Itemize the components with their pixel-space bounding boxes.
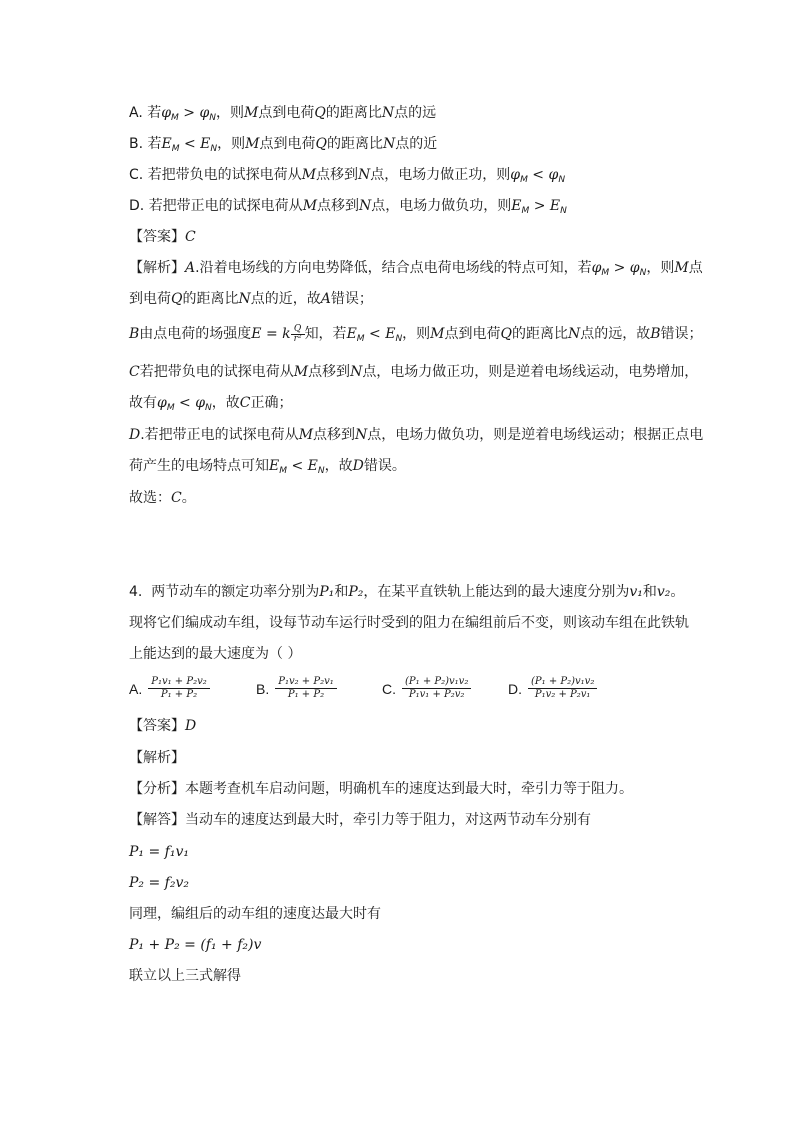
analysis-line-1: 【解析】A.沿着电场线的方向电势降低，结合点电荷电场线的特点可知，若$\varphi_M > \varphi_N$，则M点 xyxy=(129,260,703,278)
q4-option-b-fraction: $\frac{\text{P₁v₂ + P₂v₁}}{\text{P₁ + P₂}}$ xyxy=(275,676,337,701)
q4-equation-3: P₁ + P₂ = (f₁ + f₂)v xyxy=(129,937,262,953)
option-c-line: C. 若把带负电的试探电荷从M点移到N点，电场力做正功，则$\varphi_M < \varphi_N$ xyxy=(129,167,566,185)
q4-same-line: 同理，编组后的动车组的速度达最大时有 xyxy=(129,906,381,922)
analysis-line-7: 荷产生的电场特点可知$E_M < E_N$，故D错误。 xyxy=(129,458,406,476)
q4-equation-1: P₁ = f₁v₁ xyxy=(129,844,189,860)
q4-stem-line-3: 上能达到的最大速度为（ ） xyxy=(129,646,302,662)
q4-number: 4. xyxy=(129,584,143,600)
option-d-line: D. 若把带正电的试探电荷从M点移到N点，电场力做负功，则$E_M > E_N$ xyxy=(129,198,567,216)
analysis-line-5: 故有$\varphi_M < \varphi_N$，故C正确； xyxy=(129,395,293,413)
choose-line: 故选：C。 xyxy=(129,490,196,506)
q4-answer-value: D xyxy=(185,718,197,734)
option-a-line: A. 若$\varphi_M > \varphi_N$，则M点到电荷Q的距离比N点的远 xyxy=(129,105,437,123)
q4-option-b[interactable]: B. $\frac{\text{P₁v₂ + P₂v₁}}{\text{P₁ + P₂}}$ xyxy=(256,676,337,701)
answer-value: C xyxy=(185,229,196,245)
analysis-line-4: C若把带负电的试探电荷从M点移到N点，电场力做正功，则是逆着电场线运动，电势增加， xyxy=(129,364,699,380)
option-b-line: B. 若$E_M < E_N$，则M点到电荷Q的距离比N点的近 xyxy=(129,136,438,154)
q4-option-a[interactable]: A. $\frac{\text{P₁v₁ + P₂v₂}}{\text{P₁ + P₂}}$ xyxy=(129,676,210,701)
q4-stem-line-1: 4. 两节动车的额定功率分别为P₁和P₂，在某平直铁轨上能达到的最大速度分别为v₁和v₂。 xyxy=(129,584,685,600)
q4-solve-line: 联立以上三式解得 xyxy=(129,968,241,984)
analysis-line-6: D.若把带正电的试探电荷从M点移到N点，电场力做负功，则是逆着电场线运动；根据正点电 xyxy=(129,427,704,443)
analysis-line-2: 到电荷Q的距离比N点的近，故A错误； xyxy=(129,291,373,307)
coulomb-fraction: $\frac{Q}{\text{r²}}$ xyxy=(291,325,305,344)
analysis-line-3: B由点电荷的场强度E = k $\frac{Q}{\text{r²}}$ 知，若$E_M < E_N$，则M点到电荷Q的距离比N点的远，故B错误； xyxy=(129,323,703,344)
q4-answer-line xyxy=(129,716,196,736)
q4-option-c-fraction: $\frac{\text{(P₁ + P₂)v₁v₂}}{\text{P₁v₁ + P₂v₂}}$ xyxy=(402,676,471,701)
q4-analysis-label: 【解析】 xyxy=(129,750,185,766)
q4-stem-line-2: 现将它们编成动车组，设每节动车运行时受到的阻力在编组前后不变，则该动车组在此铁轨 xyxy=(129,615,689,631)
q4-option-a-fraction: $\frac{\text{P₁v₁ + P₂v₂}}{\text{P₁ + P₂}}$ xyxy=(148,676,210,701)
q4-option-d-fraction: $\frac{\text{(P₁ + P₂)v₁v₂}}{\text{P₁v₂ + P₂v₁}}$ xyxy=(528,676,597,701)
q4-answer-label: 【答案】 xyxy=(129,718,185,734)
analysis-label: 【解析】 xyxy=(129,260,185,276)
q4-jieda-line: 【解答】当动车的速度达到最大时，牵引力等于阻力，对这两节动车分别有 xyxy=(129,812,591,828)
answer-label: 【答案】 xyxy=(129,229,185,245)
q4-fenxi-line: 【分析】本题考查机车启动问题，明确机车的速度达到最大时，牵引力等于阻力。 xyxy=(129,781,633,797)
q4-option-d[interactable]: D. $\frac{\text{(P₁ + P₂)v₁v₂}}{\text{P₁v₂ + P₂v₁}}$ xyxy=(508,676,597,701)
answer-line-prev xyxy=(129,227,196,247)
q4-option-c[interactable]: C. $\frac{\text{(P₁ + P₂)v₁v₂}}{\text{P₁v₁ + P₂v₂}}$ xyxy=(382,676,471,701)
q4-equation-2: P₂ = f₂v₂ xyxy=(129,875,189,891)
